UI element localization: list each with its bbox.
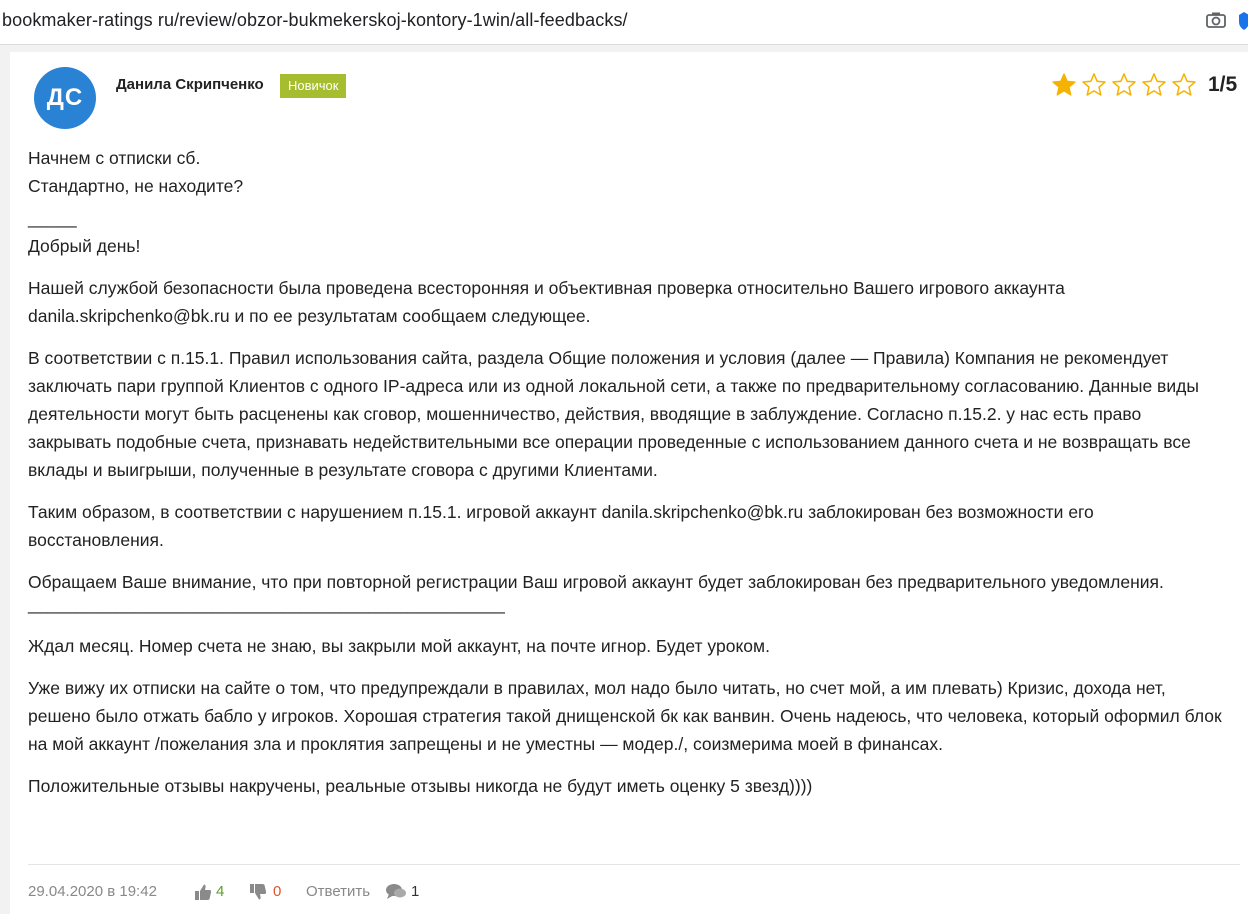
intro-line-2: Стандартно, не находите?: [28, 176, 244, 196]
like-count[interactable]: 4: [216, 883, 225, 900]
reply-button[interactable]: Ответить: [306, 883, 371, 900]
long-separator: _________________________________________________: [28, 594, 505, 614]
footer-divider: [28, 864, 1240, 865]
paragraph-6: Уже вижу их отписки на сайте о том, что предупреждали в правилах, мол надо было читать, но счет мой, а им плевать) Кризис, дохода нет, решено было отжать бабло у игроков. Хорошая стратегия такой днищенской бк как ванвин. Очень надеюсь, что человека, который оформил блок на мой аккаунт /пожелания зла и проклятия запрещены и не уместны — модер./, соизмерима моей в финансах.: [28, 678, 1222, 754]
comment-icon[interactable]: [385, 883, 407, 901]
dislike-count[interactable]: 0: [273, 883, 282, 900]
paragraph-5: Ждал месяц. Номер счета не знаю, вы закрыли мой аккаунт, на почте игнор. Будет уроком.: [28, 636, 770, 656]
star-filled-icon: [1051, 72, 1077, 98]
review-text: [28, 144, 1228, 800]
browser-address-bar[interactable]: [0, 0, 1248, 45]
review-date: 29.04.2020 в 19:42: [28, 883, 157, 900]
shield-icon[interactable]: [1238, 11, 1248, 31]
star-empty-icon: [1081, 72, 1107, 98]
url-text[interactable]: bookmaker-ratings ru/review/obzor-bukmekerskoj-kontory-1win/all-feedbacks/: [2, 10, 628, 30]
paragraph-7: Положительные отзывы накручены, реальные отзывы никогда не будут иметь оценку 5 звезд)))): [28, 776, 813, 796]
short-separator: _____: [28, 208, 77, 228]
thumb-down-icon[interactable]: [249, 883, 267, 901]
star-empty-icon: [1141, 72, 1167, 98]
comment-count[interactable]: 1: [411, 883, 420, 900]
avatar[interactable]: ДС: [34, 67, 96, 129]
paragraph-1: Нашей службой безопасности была проведена всесторонняя и объективная проверка относительно Вашего игрового аккаунта danila.skripchenko@bk.ru и по ее результатам сообщаем следующее.: [28, 278, 1065, 326]
intro-line-1: Начнем с отписки сб.: [28, 148, 201, 168]
star-empty-icon: [1171, 72, 1197, 98]
user-level-badge: Новичок: [280, 74, 346, 98]
paragraph-4: Обращаем Ваше внимание, что при повторной регистрации Ваш игровой аккаунт будет заблокирован без предварительного уведомления.: [28, 572, 1164, 592]
paragraph-2: В соответствии с п.15.1. Правил использования сайта, раздела Общие положения и условия (далее — Правила) Компания не рекомендует заключать пари группой Клиентов с одного IP-адреса или из одной локальной сети, а также по предварительному согласованию. Данные виды деятельности могут быть расценены как сговор, мошенничество, действия, вводящие в заблуждение. Согласно п.15.2. у нас есть право закрывать подобные счета, признавать недействительными все операции проведенные с использованием данного счета и не возвращать все вклады и выигрыши, полученные в результате сговора с другими Клиентами.: [28, 348, 1199, 480]
author-name[interactable]: Данила Скрипченко: [116, 76, 264, 93]
paragraph-3: Таким образом, в соответствии с нарушением п.15.1. игровой аккаунт danila.skripchenko@bk.ru заблокирован без возможности его восстановления.: [28, 502, 1094, 550]
camera-icon[interactable]: [1206, 11, 1226, 29]
greeting: Добрый день!: [28, 236, 141, 256]
star-empty-icon: [1111, 72, 1137, 98]
rating-value: 1/5: [1208, 73, 1238, 96]
thumb-up-icon[interactable]: [194, 883, 212, 901]
